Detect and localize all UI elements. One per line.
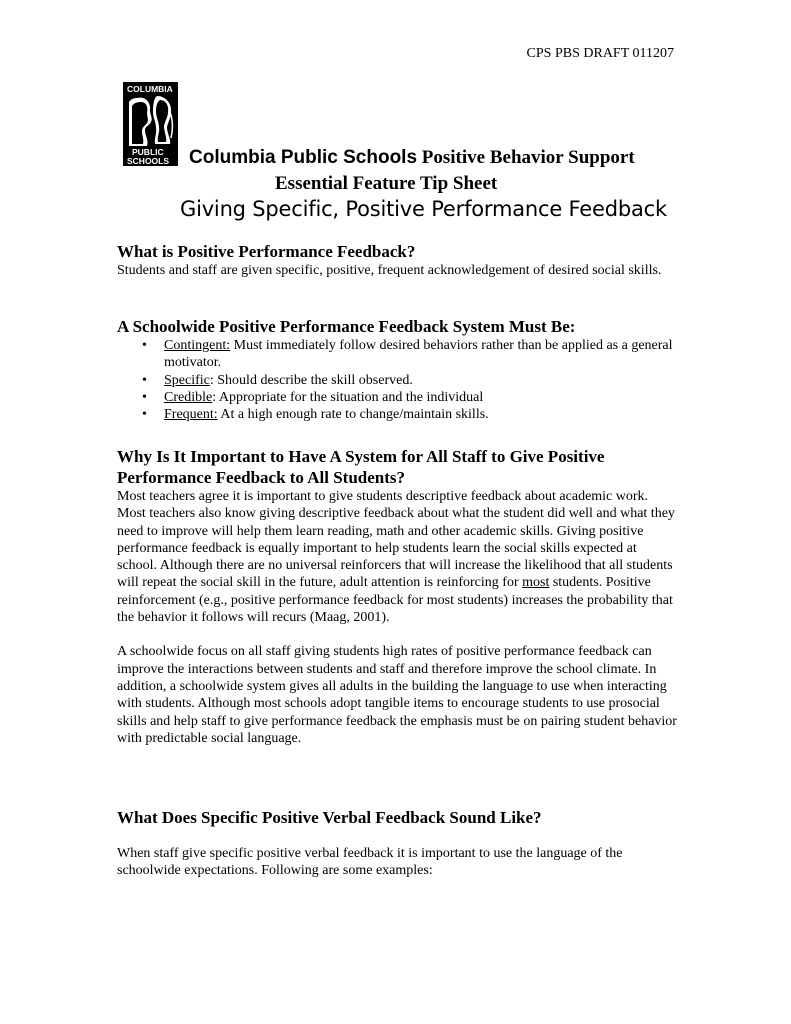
section-why-important bbox=[117, 446, 677, 747]
criteria-list bbox=[117, 337, 677, 423]
section-heading: What Does Specific Positive Verbal Feedback Sound Like? bbox=[117, 808, 542, 827]
section-what-sounds-like bbox=[117, 807, 677, 880]
list-item-text: At a high enough rate to change/maintain skills. bbox=[217, 407, 489, 423]
section-heading: What is Positive Performance Feedback? bbox=[117, 242, 416, 261]
list-item-text: : Should describe the skill observed. bbox=[209, 372, 413, 388]
list-item bbox=[164, 337, 677, 372]
section-system-must-be bbox=[117, 316, 677, 423]
section-heading: Why Is It Important to Have A System for All Staff to Give Positive Performance Feedback to All Students? bbox=[117, 447, 605, 487]
section-body: Students and staff are given specific, positive, frequent acknowledgement of desired social skills. bbox=[117, 263, 662, 278]
columbia-logo bbox=[123, 82, 178, 166]
list-item bbox=[164, 389, 677, 406]
title-line-1 bbox=[189, 147, 709, 169]
list-item-term: Frequent: bbox=[164, 407, 218, 423]
section-heading: A Schoolwide Positive Performance Feedback System Must Be: bbox=[117, 317, 576, 336]
logo-text-public: PUBLIC bbox=[132, 147, 164, 157]
org-name: Columbia Public Schools bbox=[189, 147, 418, 168]
list-item-term: Credible bbox=[164, 389, 213, 405]
paragraph-text: Most teachers agree it is important to give students descriptive feedback about academic work. Most teachers also know giving descriptive feedback about what the student did well and what they need to improve will help them learn reading, math and other academic skills. Giving positive performance feedback is equally important to help students learn the social skills expected at school. Although there are no universal reinforcers that will increase the likelihood that all students will repeat the social skill in the future, adult attention is reinforcing for bbox=[117, 489, 675, 591]
paragraph-text: students. Positive reinforcement (e.g., positive performance feedback for most students) increases the probability that the behavior it follows will recurs (Maag, 2001). bbox=[117, 575, 673, 626]
logo-text-schools: SCHOOLS bbox=[127, 156, 170, 166]
program-name: Positive Behavior Support bbox=[421, 147, 635, 168]
list-item bbox=[164, 406, 677, 423]
list-item-text: : Appropriate for the situation and the individual bbox=[212, 389, 484, 405]
logo-text-columbia: COLUMBIA bbox=[127, 84, 173, 94]
list-item-text: Must immediately follow desired behaviors rather than be applied as a general motivator. bbox=[164, 338, 673, 371]
list-item-term: Contingent: bbox=[164, 338, 231, 353]
emphasis-text: most bbox=[522, 575, 550, 591]
draft-code: CPS PBS DRAFT 011207 bbox=[526, 46, 674, 61]
paragraph-1 bbox=[117, 488, 677, 626]
list-item bbox=[164, 372, 677, 389]
paragraph-2: A schoolwide focus on all staff giving students high rates of positive performance feedback can improve the interactions between students and staff and therefore improve the school climate. In addition, a schoolwide system gives all adults in the building the language to use when interacting with students. Although most schools adopt tangible items to encourage students to use prosocial skills and help staff to give performance feedback the emphasis must be on pairing student behavior with predictable social language. bbox=[117, 644, 677, 746]
list-item-term: Specific bbox=[164, 372, 210, 388]
section-body: When staff give specific positive verbal feedback it is important to use the language of the schoolwide expectations. Following are some examples: bbox=[117, 846, 623, 879]
sheet-title: Essential Feature Tip Sheet bbox=[275, 173, 498, 194]
section-what-is bbox=[117, 241, 677, 279]
topic-title: Giving Specific, Positive Performance Feedback bbox=[180, 197, 667, 221]
